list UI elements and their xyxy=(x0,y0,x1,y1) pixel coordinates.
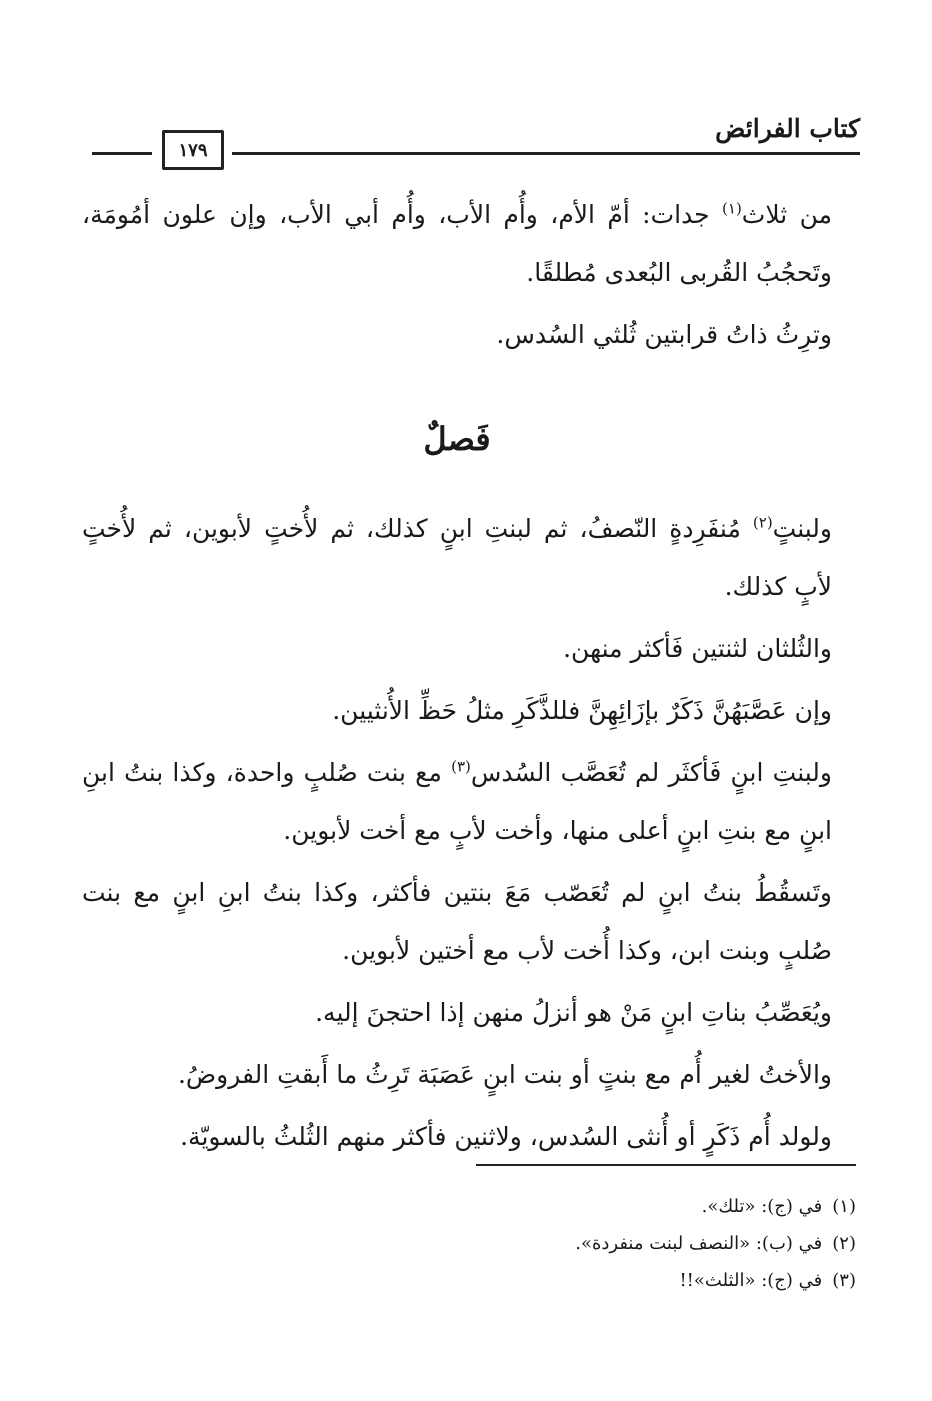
footnotes xyxy=(96,1188,856,1299)
footnote-item xyxy=(96,1188,856,1225)
footnote-item xyxy=(96,1262,856,1299)
footnote-number: (٢) xyxy=(832,1233,856,1254)
section-heading: فَصلٌ xyxy=(423,420,491,458)
paragraph: ولولد أُم ذَكَرٍ أو أُنثى السُدس، ولاثنين فأكثر منهم الثُلثُ بالسويّة. xyxy=(180,1122,832,1151)
paragraph: ولبنتِ ابنٍ فَأكثَر لم تُعَصَّب السُدس$^{(٣)}$ مع بنت صُلبٍ واحدة، وكذا بنتُ ابنِ ابنٍ مع بنتِ ابنٍ أعلى منها، وأخت لأبٍ مع أخت لأبوين. xyxy=(82,757,832,845)
paragraph: وترِثُ ذاتُ قرابتين ثُلثي السُدس. xyxy=(496,320,832,349)
footnote-ref: (٣) xyxy=(451,757,471,776)
paragraph: من ثلاث$^{(١)}$ جدات: أمّ الأم، وأُم الأب، وأُم أبي الأب، وإن علون أمُومَة، وتَحجُبُ القُربى البُعدى مُطلقًا. xyxy=(82,199,832,287)
footnote-text: في (ج): «الثلث»!! xyxy=(679,1270,823,1291)
footnote-ref: (١) xyxy=(722,199,742,218)
footnote-number: (٣) xyxy=(832,1270,856,1291)
paragraph: وتَسقُطُ بنتُ ابنٍ لم تُعَصّب مَعَ بنتين فأكثر، وكذا بنتُ ابنِ ابنٍ مع بنت صُلبٍ وبنت ابن، وكذا أُخت لأب مع أختين لأبوين. xyxy=(82,878,832,965)
paragraph: ولبنتٍ$^{(٢)}$ مُنفَرِدةٍ النّصفُ، ثم لبنتِ ابنٍ كذلك، ثم لأُختٍ لأبوين، ثم لأُختٍ لأبٍ كذلك. xyxy=(82,513,832,601)
paragraph: ويُعَصِّبُ بناتِ ابنٍ مَنْ هو أنزلُ منهن إذا احتجنَ إليه. xyxy=(315,998,832,1027)
footnote-text: في (ج): «تلك». xyxy=(701,1196,823,1217)
paragraph: وإن عَصَّبَهُنَّ ذَكَرٌ بإزَائِهِنَّ فللذَّكَرِ مثلُ حَظِّ الأُنثيين. xyxy=(332,696,832,725)
footnote-item xyxy=(96,1225,856,1262)
page-number: ١٧٩ xyxy=(162,130,224,170)
paragraph: والأختُ لغير أُم مع بنتٍ أو بنت ابنٍ عَصَبَة تَرِثُ ما أَبقتِ الفروضُ. xyxy=(177,1060,832,1089)
footnote-ref: (٢) xyxy=(752,513,773,532)
running-title: كتاب الفرائض xyxy=(715,114,860,143)
header-rule xyxy=(232,152,860,155)
header-rule-short xyxy=(92,152,152,155)
footnote-separator xyxy=(476,1164,856,1166)
footnote-number: (١) xyxy=(832,1196,856,1217)
main-text xyxy=(82,186,832,1170)
paragraph: والثُلثان لثنتين فَأكثر منهن. xyxy=(563,634,832,663)
footnote-text: في (ب): «النصف لبنت منفردة». xyxy=(575,1233,823,1254)
page-header xyxy=(92,112,860,172)
